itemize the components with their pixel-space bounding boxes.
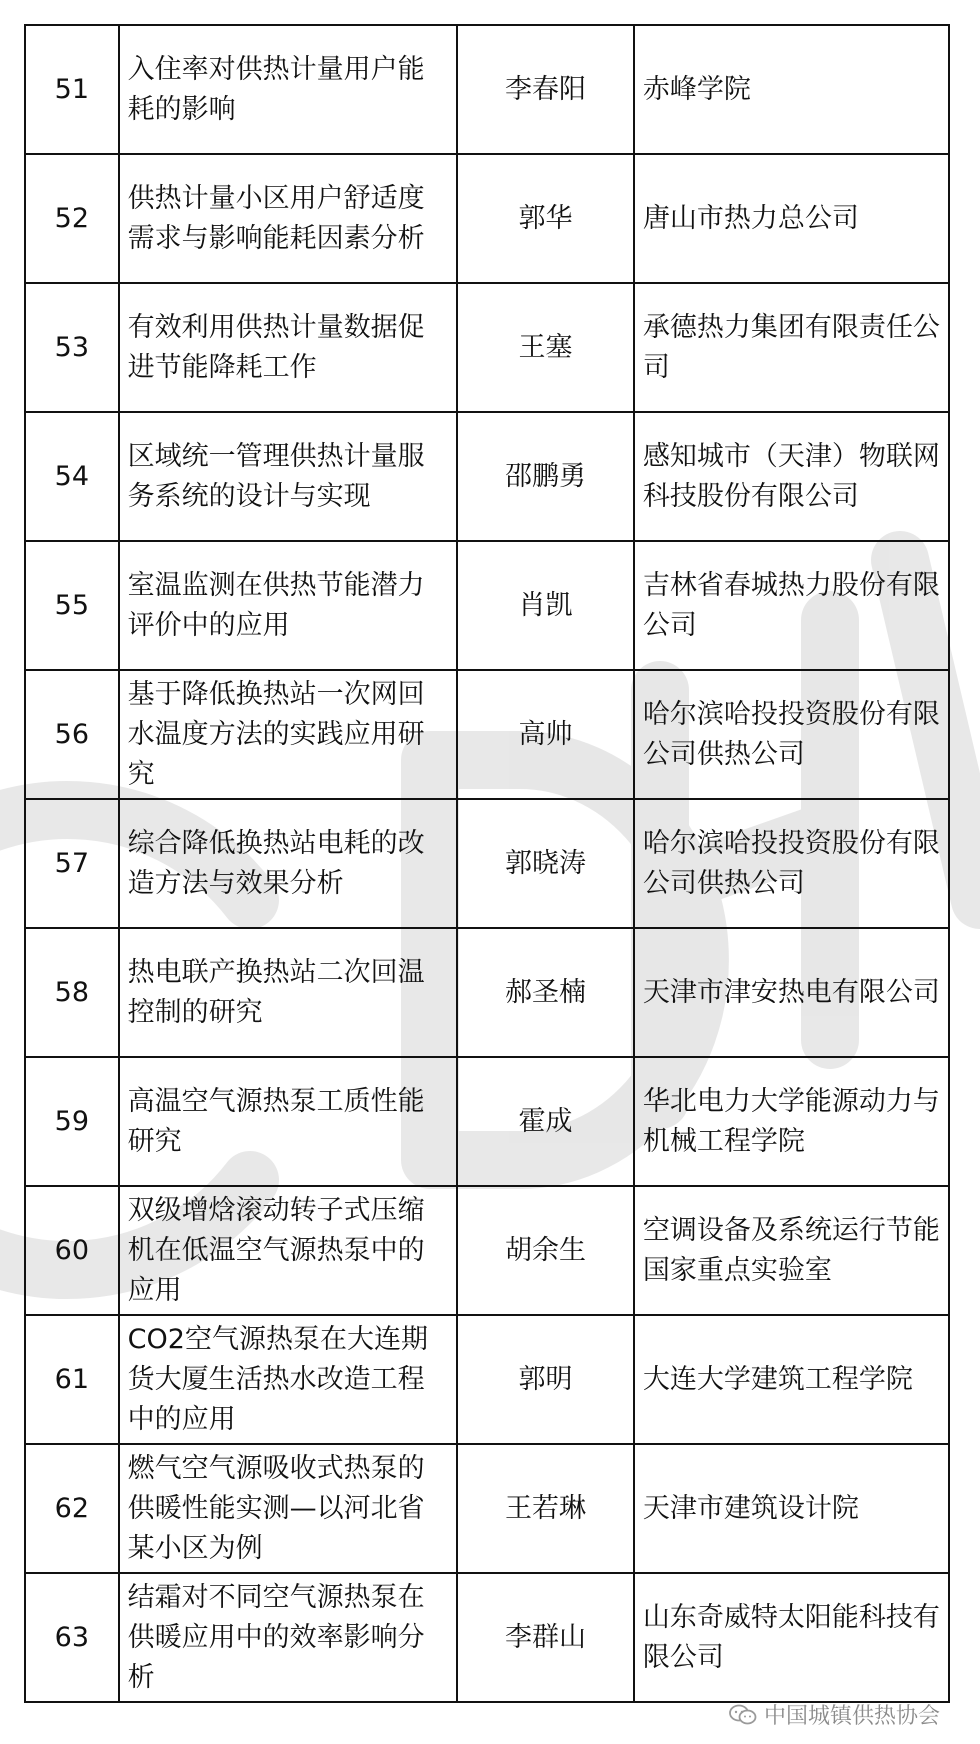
table-row — [25, 928, 949, 1057]
row-number: 52 — [25, 154, 119, 283]
author-name: 高帅 — [457, 670, 634, 799]
row-number: 57 — [25, 799, 119, 928]
paper-title: 区域统一管理供热计量服务系统的设计与实现 — [119, 412, 458, 541]
paper-title: 高温空气源热泵工质性能研究 — [119, 1057, 458, 1186]
paper-title: 热电联产换热站二次回温控制的研究 — [119, 928, 458, 1057]
table-row — [25, 670, 949, 799]
row-number: 51 — [25, 25, 119, 154]
paper-title: 有效利用供热计量数据促进节能降耗工作 — [119, 283, 458, 412]
organization: 哈尔滨哈投投资股份有限公司供热公司 — [634, 670, 949, 799]
organization: 天津市建筑设计院 — [634, 1444, 949, 1573]
row-number: 54 — [25, 412, 119, 541]
organization: 大连大学建筑工程学院 — [634, 1315, 949, 1444]
author-name: 李春阳 — [457, 25, 634, 154]
table-row — [25, 283, 949, 412]
author-name: 郭华 — [457, 154, 634, 283]
row-number: 61 — [25, 1315, 119, 1444]
wechat-icon — [728, 1703, 758, 1727]
row-number: 63 — [25, 1573, 119, 1702]
paper-title: 燃气空气源吸收式热泵的供暖性能实测—以河北省某小区为例 — [119, 1444, 458, 1573]
author-name: 胡余生 — [457, 1186, 634, 1315]
paper-title: 基于降低换热站一次网回水温度方法的实践应用研究 — [119, 670, 458, 799]
table-row — [25, 799, 949, 928]
table-row — [25, 1315, 949, 1444]
author-name: 郭晓涛 — [457, 799, 634, 928]
table-row — [25, 412, 949, 541]
credit-text: 中国城镇供热协会 — [763, 1704, 940, 1729]
paper-title: 供热计量小区用户舒适度需求与影响能耗因素分析 — [119, 154, 458, 283]
organization: 天津市津安热电有限公司 — [634, 928, 949, 1057]
author-name: 霍成 — [457, 1057, 634, 1186]
organization: 赤峰学院 — [634, 25, 949, 154]
table-row — [25, 541, 949, 670]
row-number: 56 — [25, 670, 119, 799]
paper-title: CO2空气源热泵在大连期货大厦生活热水改造工程中的应用 — [119, 1315, 458, 1444]
paper-title: 室温监测在供热节能潜力评价中的应用 — [119, 541, 458, 670]
table-row — [25, 154, 949, 283]
author-name: 肖凯 — [457, 541, 634, 670]
organization: 唐山市热力总公司 — [634, 154, 949, 283]
row-number: 58 — [25, 928, 119, 1057]
papers-table — [24, 24, 950, 1703]
author-name: 李群山 — [457, 1573, 634, 1702]
table-row — [25, 1573, 949, 1702]
author-name: 邵鹏勇 — [457, 412, 634, 541]
organization: 吉林省春城热力股份有限公司 — [634, 541, 949, 670]
organization: 空调设备及系统运行节能国家重点实验室 — [634, 1186, 949, 1315]
row-number: 59 — [25, 1057, 119, 1186]
organization: 华北电力大学能源动力与机械工程学院 — [634, 1057, 949, 1186]
table-row — [25, 1444, 949, 1573]
author-name: 王塞 — [457, 283, 634, 412]
paper-title: 结霜对不同空气源热泵在供暖应用中的效率影响分析 — [119, 1573, 458, 1702]
table-row — [25, 1186, 949, 1315]
paper-title: 入住率对供热计量用户能耗的影响 — [119, 25, 458, 154]
table-row — [25, 1057, 949, 1186]
organization: 哈尔滨哈投投资股份有限公司供热公司 — [634, 799, 949, 928]
author-name: 王若琳 — [457, 1444, 634, 1573]
paper-title: 综合降低换热站电耗的改造方法与效果分析 — [119, 799, 458, 928]
organization: 感知城市（天津）物联网科技股份有限公司 — [634, 412, 949, 541]
row-number: 60 — [25, 1186, 119, 1315]
row-number: 53 — [25, 283, 119, 412]
organization: 山东奇威特太阳能科技有限公司 — [634, 1573, 949, 1702]
row-number: 62 — [25, 1444, 119, 1573]
author-name: 郭明 — [457, 1315, 634, 1444]
publisher-credit — [728, 1699, 940, 1730]
row-number: 55 — [25, 541, 119, 670]
author-name: 郝圣楠 — [457, 928, 634, 1057]
paper-title: 双级增焓滚动转子式压缩机在低温空气源热泵中的应用 — [119, 1186, 458, 1315]
table-row — [25, 25, 949, 154]
organization: 承德热力集团有限责任公司 — [634, 283, 949, 412]
